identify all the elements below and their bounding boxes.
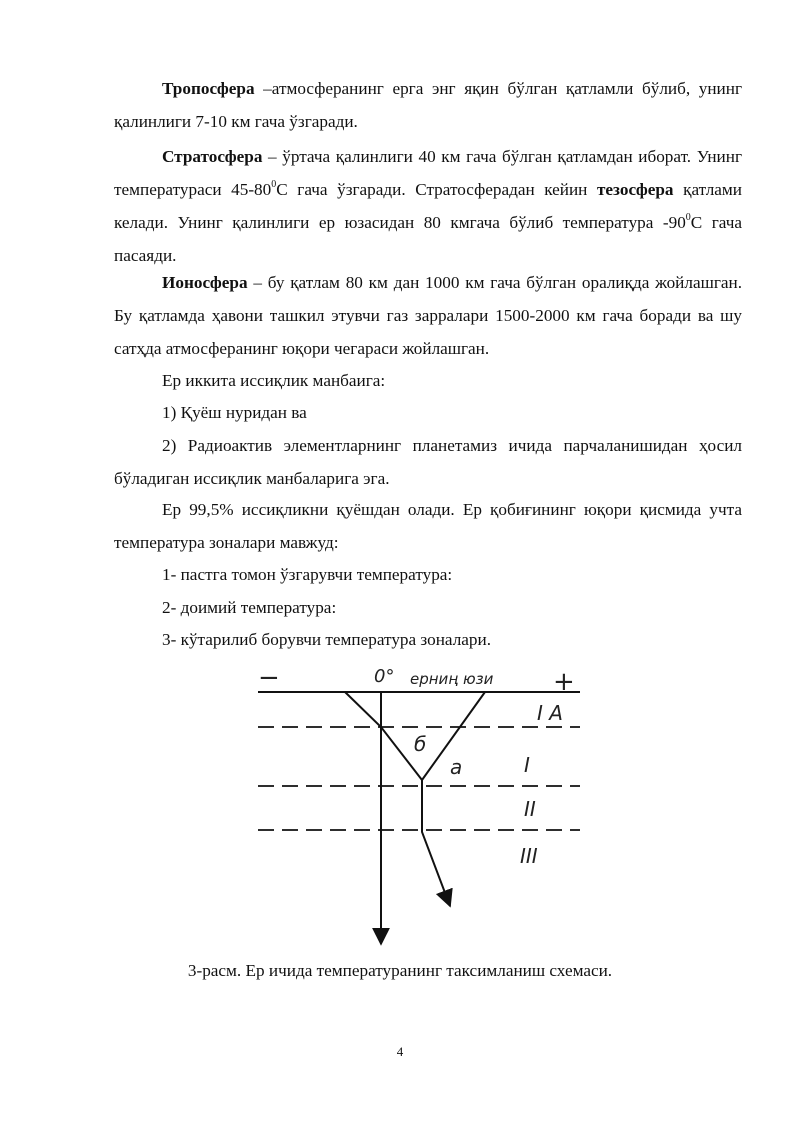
stratosphere-paragraph bbox=[114, 140, 742, 272]
troposphere-text: –атмосферанинг ерга энг яқин бўлган қатламли бўлиб, унинг қалинлиги 7-10 км гача ўзгаради. bbox=[114, 79, 742, 131]
minus-sign: − bbox=[258, 663, 280, 693]
stratosphere-text-1: – ўртача қалинлиги 40 км гача бўлган қатламдан иборат. Унинг температураси 45-80 bbox=[114, 147, 742, 199]
zone-item-2: 2- доимий температура: bbox=[162, 598, 337, 617]
ionosphere-text: – бу қатлам 80 км дан 1000 км гача бўлган оралиқда жойлашган. Бу қатламда ҳавони ташкил этувчи газ зарралари 1500-2000 км гача боради ва шу сатҳда атмосферанинг юқори чегараси жойлашган. bbox=[114, 273, 742, 358]
page-number: 4 bbox=[396, 1044, 404, 1059]
heat-source-1: 1) Қуёш нуридан ва bbox=[162, 403, 307, 422]
figure-caption: 3-расм. Ер ичида температуранинг таксимланиш схемаси. bbox=[187, 961, 613, 980]
surface-label: ерниң юзи bbox=[410, 670, 494, 688]
zone-ii-label: II bbox=[524, 797, 536, 821]
troposphere-paragraph bbox=[114, 72, 742, 138]
stratosphere-text-2: С гача ўзгаради. Стратосферадан кейин bbox=[276, 180, 597, 199]
curve-a-arrow bbox=[422, 692, 485, 906]
troposphere-term: Тропосфера bbox=[162, 79, 255, 98]
stratosphere-term: Стратосфера bbox=[162, 147, 263, 166]
curve-b bbox=[345, 692, 422, 780]
zone-i-label: I bbox=[524, 753, 530, 777]
zone-ia-label: I А bbox=[537, 701, 563, 725]
ionosphere-paragraph bbox=[114, 266, 742, 365]
stratosphere-text-4: С гача пасаяди. bbox=[114, 213, 743, 265]
zone-item-3: 3- кўтарилиб борувчи температура зоналари. bbox=[162, 630, 491, 649]
zone-item-1: 1- пастга томон ўзгарувчи температура: bbox=[162, 565, 453, 584]
degree-superscript: 0 bbox=[271, 179, 277, 191]
curve-a-label: а bbox=[450, 755, 463, 779]
heat-source-2: 2) Радиоактив элементларнинг планетамиз ичида парчаланишидан ҳосил бўладиган иссиқлик манбаларига эга. bbox=[114, 436, 742, 488]
zero-degree-label: 0° bbox=[374, 666, 395, 687]
tezosphere-term: тезосфера bbox=[596, 180, 674, 199]
zone-iii-label: III bbox=[520, 844, 538, 868]
curve-b-label: б bbox=[414, 732, 427, 756]
temperature-zones-diagram bbox=[250, 660, 590, 955]
stratosphere-text-3: қатлами келади. Унинг қалинлиги ер юзасидан 80 кмгача бўлиб температура -90 bbox=[114, 180, 742, 232]
degree-superscript-2: 0 bbox=[685, 212, 691, 224]
plus-sign: + bbox=[553, 667, 575, 697]
earth-heat-paragraph: Ер 99,5% иссиқликни қуёшдан олади. Ер қобиғининг юқори қисмида учта температура зоналари мавжуд: bbox=[114, 500, 742, 552]
ionosphere-term: Ионосфера bbox=[162, 273, 248, 292]
heat-sources-intro: Ер иккита иссиқлик манбаига: bbox=[162, 371, 386, 390]
